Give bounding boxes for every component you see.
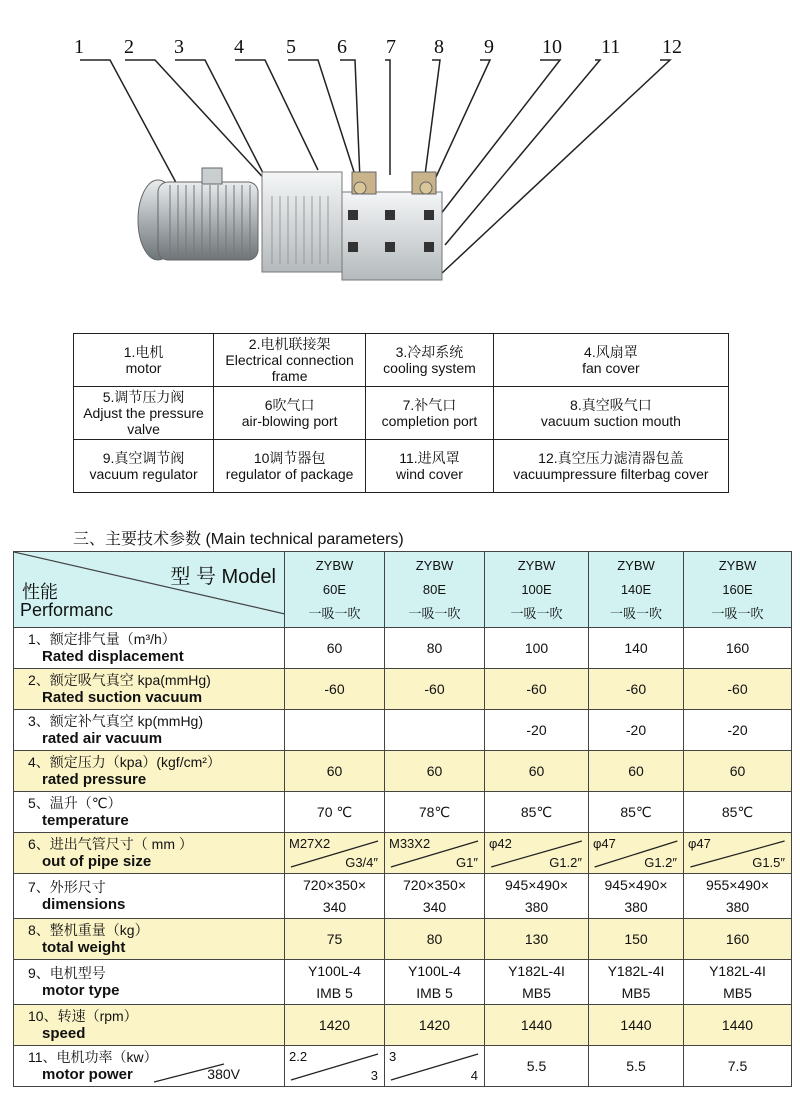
spec-label-cell [14,1005,285,1046]
part-name-zh: 5.调节压力阀 [102,389,185,405]
cell-top-value: φ42 [489,836,512,851]
spec-label-zh: 4、额定压力（kpa）(kgf/cm²） [28,754,221,770]
spec-value-cell: 60 [285,751,385,792]
part-name-en: regulator of package [225,466,354,482]
spec-value-cell: 150 [589,919,684,960]
spec-value-cell [485,960,589,1005]
spec-label-en: motor type [42,982,120,999]
cell-line: 340 [422,899,447,915]
spec-label-cell [14,919,285,960]
spec-value-cell [385,960,485,1005]
spec-value-cell [589,874,684,919]
part-name-en: vacuumpressure filterbag cover [513,466,709,482]
spec-label-en: Rated displacement [42,648,184,665]
cell-line: 340 [322,899,347,915]
cell-line: 380 [725,899,750,915]
spec-label-zh: 1、额定排气量（m³/h） [28,631,176,647]
spec-value-cell: -60 [485,669,589,710]
callout-number: 7 [386,36,396,58]
parts-cell [74,387,214,440]
parts-row [74,440,729,493]
model-line: 一吸一吹 [408,605,461,621]
spec-value-cell [589,833,684,874]
part-name-zh: 1.电机 [123,344,164,360]
cell-diagonal [385,1046,484,1086]
spec-value-cell: 160 [684,919,792,960]
part-name-en: vacuum suction mouth [540,413,681,429]
spec-header-label-cell [14,552,285,628]
model-line: 100E [521,581,552,597]
part-name-en: Adjust the pressure valve [83,405,204,437]
parts-row [74,387,729,440]
cell-line: IMB 5 [416,985,453,1001]
spec-value-cell: 60 [285,628,385,669]
parts-cell [74,440,214,493]
cell-line: Y182L-4I [607,963,665,979]
part-name-zh: 4.风扇罩 [584,344,638,360]
model-line: 一吸一吹 [308,605,361,621]
spec-value-cell [589,960,684,1005]
spec-label-en: out of pipe size [42,853,152,870]
spec-value-cell: 160 [684,628,792,669]
model-line: ZYBW [315,557,354,573]
part-name-en: cooling system [383,360,476,376]
spec-label-cell [14,960,285,1005]
spec-value-cell: 80 [385,919,485,960]
spec-label-cell [14,1046,285,1087]
voltage-label: 380V [207,1066,240,1082]
spec-label-zh: 8、整机重量（kg） [28,922,149,938]
parts-cell [493,334,728,387]
cell-top-value: φ47 [593,836,616,851]
cell-line: IMB 5 [316,985,353,1001]
spec-value-cell: 60 [485,751,589,792]
spec-label-en: Rated suction vacuum [42,689,203,706]
part-name-zh: 6吹气口 [264,397,315,413]
spec-row [14,833,792,874]
spec-value-cell: -60 [285,669,385,710]
spec-label-cell [14,751,285,792]
spec-label-zh: 3、额定补气真空 kp(mmHg) [28,713,204,729]
part-name-zh: 7.补气口 [402,397,457,413]
callout-number: 8 [434,36,444,58]
spec-value-cell [485,874,589,919]
spec-value-cell: 7.5 [684,1046,792,1087]
cell-line: Y182L-4I [508,963,565,979]
cell-top-value: φ47 [688,836,711,851]
cell-bottom-value: G1.5″ [752,855,785,870]
spec-value-cell [285,960,385,1005]
part-name-en: wind cover [396,466,463,482]
spec-table [13,551,792,1087]
spec-label-en: rated pressure [42,771,147,788]
parts-cell [74,334,214,387]
spec-row [14,710,792,751]
callout-number: 5 [286,36,296,58]
spec-row [14,792,792,833]
spec-value-cell: 5.5 [485,1046,589,1087]
model-line: ZYBW [415,557,454,573]
spec-row [14,1046,792,1087]
spec-value-cell: -20 [485,710,589,751]
spec-label-en: motor power [42,1066,133,1083]
parts-cell [214,334,366,387]
spec-row [14,669,792,710]
callout-number: 11 [601,36,621,58]
spec-label-zh: 11、电机功率（kw） [28,1049,158,1065]
cell-bottom-value: G3/4″ [345,855,378,870]
spec-label-cell [14,628,285,669]
model-line: 80E [422,581,447,597]
model-header-cell [589,552,684,628]
section-title: 三、主要技术参数 (Main technical parameters) [73,531,404,548]
spec-row [14,751,792,792]
callout-number: 4 [234,36,244,58]
spec-value-cell: 78℃ [385,792,485,833]
parts-cell [366,440,494,493]
part-name-zh: 11.进风罩 [399,450,460,466]
part-name-zh: 9.真空调节阀 [102,450,185,466]
callout-number: 10 [542,36,562,58]
part-name-en: completion port [381,413,478,429]
spec-label-zh: 9、电机型号 [28,965,106,981]
cell-bottom-value: 3 [370,1068,378,1083]
spec-label-cell [14,710,285,751]
part-name-en: motor [125,360,162,376]
model-line: 一吸一吹 [711,605,764,621]
callout-number: 9 [484,36,494,58]
cell-line: 380 [524,899,549,915]
model-header-cell [385,552,485,628]
spec-value-cell: 60 [684,751,792,792]
part-name-zh: 12.真空压力滤清器包盖 [538,450,684,466]
cell-line: MB5 [723,985,752,1001]
callout-number: 12 [662,36,682,58]
part-name-zh: 2.电机联接架 [248,336,331,352]
spec-value-cell: -60 [684,669,792,710]
spec-value-cell: -20 [589,710,684,751]
spec-label-zh: 5、温升（℃） [28,795,122,811]
spec-value-cell [385,874,485,919]
parts-cell [493,387,728,440]
cell-line: MB5 [522,985,551,1001]
cell-top-value: 2.2 [289,1049,308,1064]
spec-value-cell: 1440 [684,1005,792,1046]
callout-number: 1 [74,36,84,58]
spec-label-zh: 10、转速（rpm） [28,1008,138,1024]
spec-label-en: speed [42,1025,86,1042]
spec-value-cell [485,833,589,874]
cell-bottom-value: G1.2″ [549,855,582,870]
part-name-en: Electrical connection frame [225,352,354,384]
spec-row [14,874,792,919]
spec-value-cell [684,960,792,1005]
spec-value-cell: 80 [385,628,485,669]
spec-label-zh: 2、额定吸气真空 kpa(mmHg) [28,672,211,688]
spec-value-cell: -60 [385,669,485,710]
cell-line: 955×490× [705,877,770,893]
spec-value-cell: 85℃ [684,792,792,833]
cell-bottom-value: G1″ [456,855,478,870]
parts-cell [214,387,366,440]
cell-line: 380 [624,899,648,915]
model-line: 160E [722,581,753,597]
spec-label-cell [14,833,285,874]
spec-row [14,628,792,669]
cell-line: 720×350× [302,877,367,893]
callout-number: 2 [124,36,134,58]
spec-value-cell: 85℃ [589,792,684,833]
cell-bottom-value: G1.2″ [644,855,677,870]
spec-label-cell [14,792,285,833]
spec-value-cell: 85℃ [485,792,589,833]
spec-value-cell: 60 [385,751,485,792]
spec-value-cell [285,710,385,751]
part-name-en: air-blowing port [241,413,338,429]
parts-cell [214,440,366,493]
spec-row [14,919,792,960]
part-name-zh: 8.真空吸气口 [570,397,652,413]
spec-row [14,960,792,1005]
cell-top-value: M33X2 [389,836,431,851]
spec-value-cell [285,1046,385,1087]
model-line: 140E [620,581,652,597]
cell-top-value: 3 [389,1049,397,1064]
cell-line: Y100L-4 [408,963,461,979]
spec-value-cell: 130 [485,919,589,960]
parts-cell [366,334,494,387]
spec-label-zh: 7、外形尺寸 [28,879,106,895]
performance-en: Performanc [20,600,114,620]
spec-value-cell [385,833,485,874]
spec-value-cell: 140 [589,628,684,669]
cell-top-value: M27X2 [289,836,331,851]
spec-value-cell: 70 ℃ [285,792,385,833]
model-line: ZYBW [617,557,655,573]
spec-value-cell [684,833,792,874]
part-name-zh: 10调节器包 [253,450,326,466]
model-header-cell [684,552,792,628]
spec-value-cell: 75 [285,919,385,960]
spec-label-en: total weight [42,939,126,956]
spec-value-cell [285,874,385,919]
pump-photo [130,160,460,300]
part-name-zh: 3.冷却系统 [395,344,464,360]
spec-value-cell: 60 [589,751,684,792]
spec-label-en: rated air vacuum [42,730,163,747]
cell-line: MB5 [621,985,651,1001]
spec-value-cell: 1420 [285,1005,385,1046]
spec-value-cell [684,874,792,919]
spec-value-cell: -20 [684,710,792,751]
spec-value-cell [285,833,385,874]
spec-label-en: dimensions [42,896,126,913]
model-line: ZYBW [718,557,757,573]
part-name-en: vacuum regulator [89,466,198,482]
parts-row [74,334,729,387]
callout-number: 6 [337,36,347,58]
cell-line: Y100L-4 [308,963,361,979]
cell-line: 945×490× [604,877,668,893]
spec-value-cell: 5.5 [589,1046,684,1087]
spec-label-cell [14,669,285,710]
callout-number: 3 [174,36,184,58]
model-line: 一吸一吹 [609,605,662,621]
parts-cell [366,387,494,440]
model-header-cell [485,552,589,628]
performance-zh: 性能 [22,582,58,602]
model-label: 型 号 Model [170,566,276,588]
spec-label-cell [14,874,285,919]
cell-bottom-value: 4 [470,1068,478,1083]
spec-label-zh: 6、进出气管尺寸（ mm ） [28,836,193,852]
spec-value-cell: -60 [589,669,684,710]
spec-value-cell [385,710,485,751]
spec-value-cell: 1440 [589,1005,684,1046]
parts-cell [493,440,728,493]
part-name-en: fan cover [582,360,640,376]
spec-row [14,1005,792,1046]
cell-line: 720×350× [402,877,467,893]
cell-line: Y182L-4I [709,963,766,979]
model-line: ZYBW [517,557,556,573]
spec-value-cell: 100 [485,628,589,669]
spec-value-cell [385,1046,485,1087]
model-line: 一吸一吹 [510,605,563,621]
model-header-cell [285,552,385,628]
parts-legend-table [73,333,729,493]
spec-value-cell: 1420 [385,1005,485,1046]
model-line: 60E [322,581,347,597]
spec-header-row [14,552,792,628]
cell-line: 945×490× [504,877,569,893]
spec-label-en: temperature [42,812,129,829]
spec-value-cell: 1440 [485,1005,589,1046]
